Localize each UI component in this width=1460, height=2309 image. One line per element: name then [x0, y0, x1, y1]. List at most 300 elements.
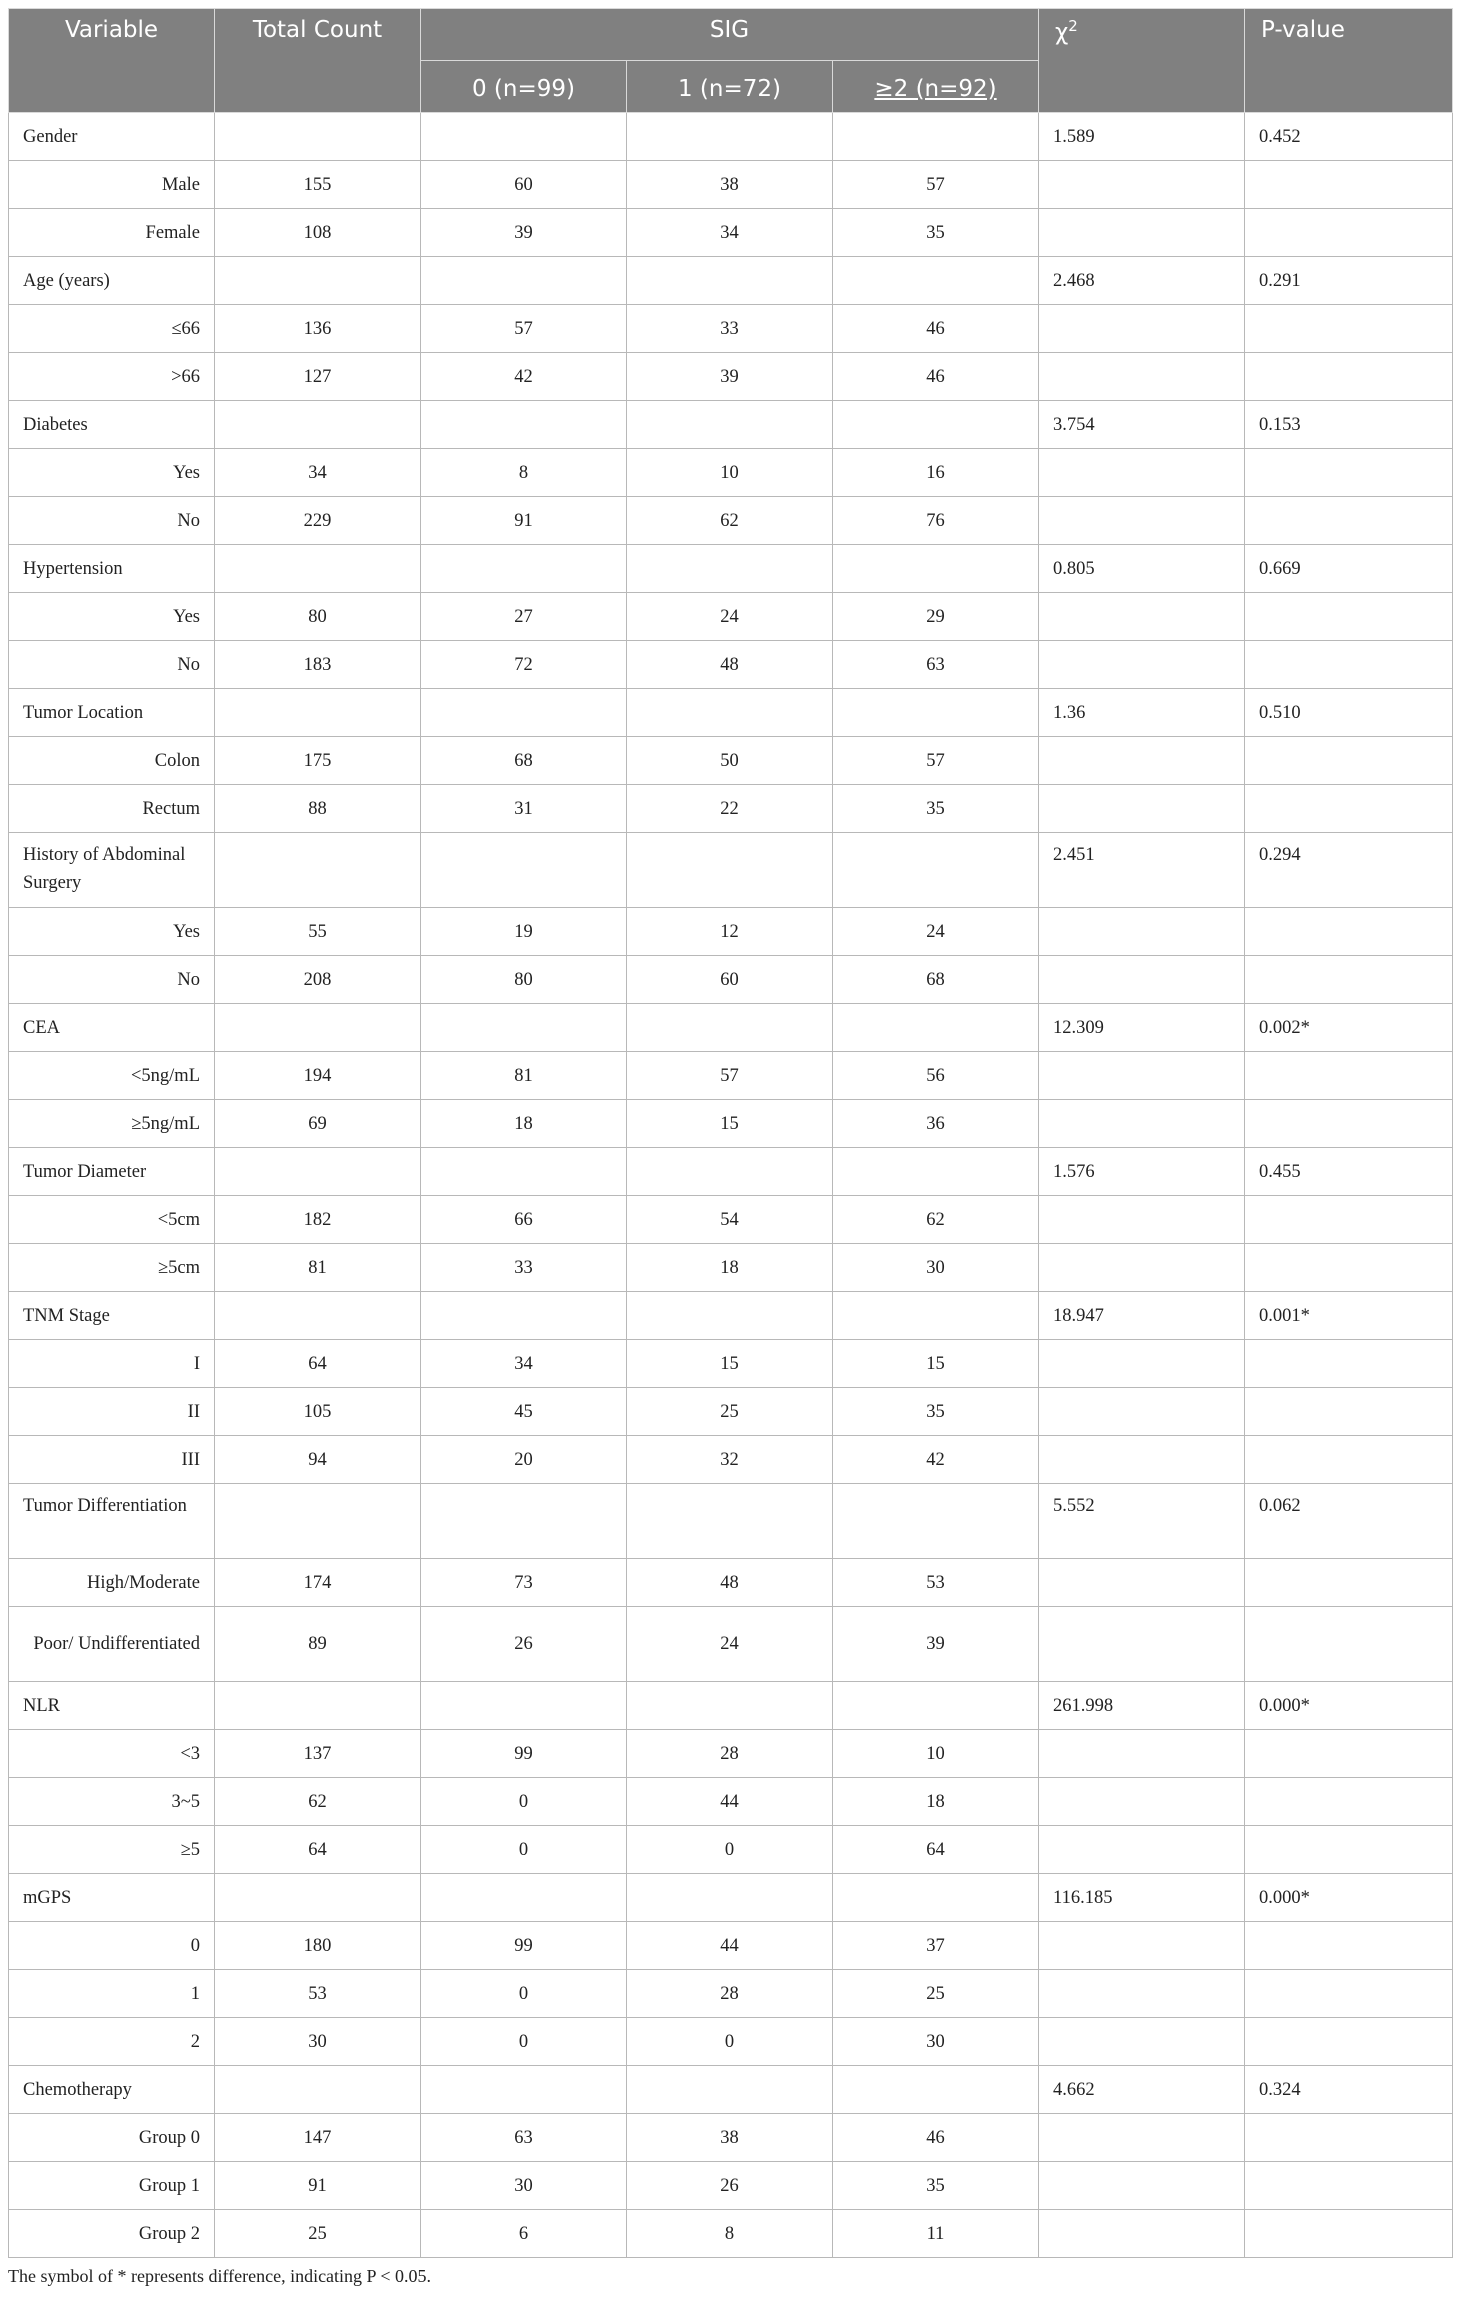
table-footnote: The symbol of * represents difference, indicating P < 0.05.	[8, 2266, 432, 2286]
table-row-variable	[9, 545, 1453, 593]
empty-cell	[627, 1292, 833, 1340]
sig-1-cell: 44	[627, 1922, 833, 1970]
table-container	[8, 8, 1452, 2287]
empty-cell	[627, 833, 833, 908]
sig-1-cell: 39	[627, 353, 833, 401]
empty-cell	[627, 257, 833, 305]
empty-cell	[1039, 785, 1245, 833]
empty-cell	[1039, 2018, 1245, 2066]
level-label: ≥5	[9, 1826, 215, 1874]
sig-2-cell: 24	[833, 908, 1039, 956]
p-value: 0.000*	[1245, 1874, 1453, 1922]
empty-cell	[833, 1148, 1039, 1196]
sig-1-cell: 8	[627, 2210, 833, 2258]
empty-cell	[1245, 1100, 1453, 1148]
table-row-variable	[9, 401, 1453, 449]
empty-cell	[1245, 908, 1453, 956]
sig-0-cell: 68	[421, 737, 627, 785]
sig-0-cell: 72	[421, 641, 627, 689]
header-p-value: P-value	[1245, 9, 1453, 113]
sig-0-cell: 45	[421, 1388, 627, 1436]
sig-0-cell: 8	[421, 449, 627, 497]
empty-cell	[1245, 1196, 1453, 1244]
empty-cell	[833, 2066, 1039, 2114]
header-sig: SIG	[421, 9, 1039, 61]
empty-cell	[1245, 1730, 1453, 1778]
sig-1-cell: 22	[627, 785, 833, 833]
empty-cell	[421, 1004, 627, 1052]
empty-cell	[1039, 2162, 1245, 2210]
empty-cell	[1039, 1388, 1245, 1436]
level-label: High/Moderate	[9, 1559, 215, 1607]
table-row-variable	[9, 2066, 1453, 2114]
table-header	[9, 9, 1453, 113]
total-count-cell: 182	[215, 1196, 421, 1244]
empty-cell	[1245, 1826, 1453, 1874]
empty-cell	[1039, 1100, 1245, 1148]
total-count-cell: 30	[215, 2018, 421, 2066]
table-row-variable	[9, 1874, 1453, 1922]
total-count-cell: 174	[215, 1559, 421, 1607]
total-count-cell: 34	[215, 449, 421, 497]
header-variable: Variable	[9, 9, 215, 113]
empty-cell	[215, 1484, 421, 1559]
table-row-level	[9, 1436, 1453, 1484]
sig-0-cell: 39	[421, 209, 627, 257]
table-row-level	[9, 1388, 1453, 1436]
level-label: Group 0	[9, 2114, 215, 2162]
table-row-level	[9, 353, 1453, 401]
p-value: 0.153	[1245, 401, 1453, 449]
sig-0-cell: 80	[421, 956, 627, 1004]
empty-cell	[215, 2066, 421, 2114]
sig-0-cell: 0	[421, 1778, 627, 1826]
table-row-variable	[9, 1004, 1453, 1052]
sig-2-cell: 35	[833, 785, 1039, 833]
chi-square-value: 116.185	[1039, 1874, 1245, 1922]
empty-cell	[1039, 209, 1245, 257]
empty-cell	[215, 1148, 421, 1196]
empty-cell	[627, 401, 833, 449]
sig-2-cell: 46	[833, 2114, 1039, 2162]
empty-cell	[215, 401, 421, 449]
empty-cell	[627, 1874, 833, 1922]
empty-cell	[1245, 2114, 1453, 2162]
level-label: Male	[9, 161, 215, 209]
total-count-cell: 80	[215, 593, 421, 641]
empty-cell	[215, 1874, 421, 1922]
empty-cell	[627, 1148, 833, 1196]
empty-cell	[1039, 1340, 1245, 1388]
empty-cell	[627, 1682, 833, 1730]
empty-cell	[1039, 593, 1245, 641]
sig-0-cell: 66	[421, 1196, 627, 1244]
sig-2-cell: 46	[833, 353, 1039, 401]
total-count-cell: 91	[215, 2162, 421, 2210]
variable-name: CEA	[9, 1004, 215, 1052]
sig-0-cell: 99	[421, 1922, 627, 1970]
empty-cell	[833, 1874, 1039, 1922]
empty-cell	[1039, 2210, 1245, 2258]
sig-2-cell: 30	[833, 1244, 1039, 1292]
sig-0-cell: 31	[421, 785, 627, 833]
total-count-cell: 53	[215, 1970, 421, 2018]
p-value: 0.455	[1245, 1148, 1453, 1196]
table-row-level	[9, 1100, 1453, 1148]
level-label: ≥5cm	[9, 1244, 215, 1292]
empty-cell	[627, 2066, 833, 2114]
empty-cell	[1039, 1052, 1245, 1100]
empty-cell	[1245, 305, 1453, 353]
total-count-cell: 194	[215, 1052, 421, 1100]
p-value: 0.002*	[1245, 1004, 1453, 1052]
empty-cell	[833, 401, 1039, 449]
p-value: 0.062	[1245, 1484, 1453, 1559]
sig-0-cell: 34	[421, 1340, 627, 1388]
header-sig-2-label: ≥2 (n=92)	[874, 75, 997, 102]
empty-cell	[1039, 1607, 1245, 1682]
empty-cell	[833, 689, 1039, 737]
sig-1-cell: 15	[627, 1340, 833, 1388]
total-count-cell: 55	[215, 908, 421, 956]
level-label: No	[9, 641, 215, 689]
table-row-variable	[9, 833, 1453, 908]
table-row-level	[9, 908, 1453, 956]
table-row-level	[9, 2114, 1453, 2162]
table-row-level	[9, 161, 1453, 209]
sig-2-cell: 53	[833, 1559, 1039, 1607]
sig-2-cell: 56	[833, 1052, 1039, 1100]
empty-cell	[421, 1484, 627, 1559]
empty-cell	[1245, 449, 1453, 497]
sig-2-cell: 37	[833, 1922, 1039, 1970]
empty-cell	[215, 1004, 421, 1052]
sig-1-cell: 50	[627, 737, 833, 785]
chi-symbol: χ	[1055, 19, 1069, 46]
sig-2-cell: 36	[833, 1100, 1039, 1148]
header-chi-square	[1039, 9, 1245, 113]
sig-0-cell: 0	[421, 2018, 627, 2066]
empty-cell	[1039, 1436, 1245, 1484]
sig-2-cell: 35	[833, 209, 1039, 257]
empty-cell	[215, 113, 421, 161]
empty-cell	[421, 1148, 627, 1196]
total-count-cell: 89	[215, 1607, 421, 1682]
empty-cell	[421, 2066, 627, 2114]
table-row-level	[9, 449, 1453, 497]
level-label: <5cm	[9, 1196, 215, 1244]
empty-cell	[1039, 161, 1245, 209]
empty-cell	[627, 113, 833, 161]
empty-cell	[1245, 1340, 1453, 1388]
empty-cell	[833, 257, 1039, 305]
level-label: Female	[9, 209, 215, 257]
sig-0-cell: 81	[421, 1052, 627, 1100]
sig-1-cell: 28	[627, 1730, 833, 1778]
empty-cell	[421, 113, 627, 161]
empty-cell	[1245, 737, 1453, 785]
empty-cell	[1039, 1778, 1245, 1826]
empty-cell	[1039, 449, 1245, 497]
sig-1-cell: 33	[627, 305, 833, 353]
sig-2-cell: 11	[833, 2210, 1039, 2258]
variable-name: Gender	[9, 113, 215, 161]
total-count-cell: 137	[215, 1730, 421, 1778]
sig-2-cell: 16	[833, 449, 1039, 497]
chi-square-value: 4.662	[1039, 2066, 1245, 2114]
level-label: II	[9, 1388, 215, 1436]
p-value: 0.000*	[1245, 1682, 1453, 1730]
table-row-level	[9, 1559, 1453, 1607]
table-row-level	[9, 209, 1453, 257]
header-sig-0: 0 (n=99)	[421, 61, 627, 113]
level-label: <5ng/mL	[9, 1052, 215, 1100]
p-value: 0.510	[1245, 689, 1453, 737]
sig-0-cell: 63	[421, 2114, 627, 2162]
table-row-level	[9, 2210, 1453, 2258]
empty-cell	[1039, 1826, 1245, 1874]
chi-square-value: 1.576	[1039, 1148, 1245, 1196]
total-count-cell: 180	[215, 1922, 421, 1970]
empty-cell	[1039, 908, 1245, 956]
total-count-cell: 108	[215, 209, 421, 257]
level-label: >66	[9, 353, 215, 401]
empty-cell	[833, 1682, 1039, 1730]
sig-2-cell: 10	[833, 1730, 1039, 1778]
empty-cell	[1039, 1922, 1245, 1970]
empty-cell	[1245, 593, 1453, 641]
p-value: 0.291	[1245, 257, 1453, 305]
empty-cell	[421, 1682, 627, 1730]
empty-cell	[1039, 1244, 1245, 1292]
total-count-cell: 94	[215, 1436, 421, 1484]
p-value: 0.452	[1245, 113, 1453, 161]
level-label: Rectum	[9, 785, 215, 833]
empty-cell	[1039, 497, 1245, 545]
total-count-cell: 62	[215, 1778, 421, 1826]
sig-0-cell: 99	[421, 1730, 627, 1778]
total-count-cell: 64	[215, 1826, 421, 1874]
sig-1-cell: 32	[627, 1436, 833, 1484]
level-label: ≤66	[9, 305, 215, 353]
empty-cell	[215, 257, 421, 305]
level-label: 3~5	[9, 1778, 215, 1826]
sig-2-cell: 18	[833, 1778, 1039, 1826]
empty-cell	[215, 1292, 421, 1340]
empty-cell	[627, 545, 833, 593]
total-count-cell: 105	[215, 1388, 421, 1436]
sig-1-cell: 15	[627, 1100, 833, 1148]
empty-cell	[627, 689, 833, 737]
empty-cell	[1039, 1970, 1245, 2018]
sig-0-cell: 20	[421, 1436, 627, 1484]
empty-cell	[421, 833, 627, 908]
chi-square-value: 261.998	[1039, 1682, 1245, 1730]
table-row-level	[9, 737, 1453, 785]
variable-name: NLR	[9, 1682, 215, 1730]
empty-cell	[1039, 641, 1245, 689]
sig-2-cell: 39	[833, 1607, 1039, 1682]
level-label: No	[9, 497, 215, 545]
empty-cell	[421, 689, 627, 737]
total-count-cell: 229	[215, 497, 421, 545]
total-count-cell: 64	[215, 1340, 421, 1388]
sig-2-cell: 62	[833, 1196, 1039, 1244]
empty-cell	[1245, 2210, 1453, 2258]
empty-cell	[1245, 1922, 1453, 1970]
sig-0-cell: 6	[421, 2210, 627, 2258]
sig-1-cell: 24	[627, 593, 833, 641]
table-body	[9, 113, 1453, 2258]
table-row-variable	[9, 257, 1453, 305]
variable-name: Diabetes	[9, 401, 215, 449]
total-count-cell: 127	[215, 353, 421, 401]
empty-cell	[1245, 1970, 1453, 2018]
variable-name: Tumor Differentiation	[9, 1484, 215, 1559]
level-label: Yes	[9, 908, 215, 956]
sig-1-cell: 60	[627, 956, 833, 1004]
empty-cell	[1245, 1244, 1453, 1292]
empty-cell	[1245, 1436, 1453, 1484]
total-count-cell: 88	[215, 785, 421, 833]
sig-0-cell: 30	[421, 2162, 627, 2210]
table-row-level	[9, 1730, 1453, 1778]
table-row-level	[9, 641, 1453, 689]
header-sig-2	[833, 61, 1039, 113]
sig-0-cell: 42	[421, 353, 627, 401]
sig-1-cell: 0	[627, 1826, 833, 1874]
chi-square-value: 2.468	[1039, 257, 1245, 305]
sig-0-cell: 18	[421, 1100, 627, 1148]
total-count-cell: 208	[215, 956, 421, 1004]
sig-1-cell: 54	[627, 1196, 833, 1244]
header-sig-1: 1 (n=72)	[627, 61, 833, 113]
sig-0-cell: 33	[421, 1244, 627, 1292]
sig-0-cell: 91	[421, 497, 627, 545]
p-value: 0.294	[1245, 833, 1453, 908]
chi-square-value: 0.805	[1039, 545, 1245, 593]
table-row-level	[9, 2162, 1453, 2210]
empty-cell	[1039, 737, 1245, 785]
total-count-cell: 175	[215, 737, 421, 785]
empty-cell	[627, 1484, 833, 1559]
empty-cell	[215, 833, 421, 908]
level-label: Yes	[9, 449, 215, 497]
variable-name: Chemotherapy	[9, 2066, 215, 2114]
p-value: 0.669	[1245, 545, 1453, 593]
level-label: 1	[9, 1970, 215, 2018]
sig-1-cell: 62	[627, 497, 833, 545]
table-row-level	[9, 1922, 1453, 1970]
total-count-cell: 25	[215, 2210, 421, 2258]
total-count-cell: 69	[215, 1100, 421, 1148]
header-total-count: Total Count	[215, 9, 421, 113]
sig-1-cell: 25	[627, 1388, 833, 1436]
table-row-variable	[9, 689, 1453, 737]
total-count-cell: 147	[215, 2114, 421, 2162]
p-value: 0.001*	[1245, 1292, 1453, 1340]
empty-cell	[421, 401, 627, 449]
sig-2-cell: 42	[833, 1436, 1039, 1484]
sig-2-cell: 35	[833, 1388, 1039, 1436]
level-label: No	[9, 956, 215, 1004]
empty-cell	[215, 1682, 421, 1730]
sig-1-cell: 57	[627, 1052, 833, 1100]
table-row-level	[9, 593, 1453, 641]
sig-1-cell: 48	[627, 1559, 833, 1607]
empty-cell	[421, 1292, 627, 1340]
sig-0-cell: 19	[421, 908, 627, 956]
variable-name: Tumor Diameter	[9, 1148, 215, 1196]
chi-superscript: 2	[1068, 17, 1078, 35]
empty-cell	[1039, 1196, 1245, 1244]
empty-cell	[1039, 353, 1245, 401]
table-row-variable	[9, 113, 1453, 161]
sig-characteristics-table	[8, 8, 1453, 2258]
sig-2-cell: 30	[833, 2018, 1039, 2066]
table-row-level	[9, 1607, 1453, 1682]
chi-square-value: 5.552	[1039, 1484, 1245, 1559]
empty-cell	[1245, 497, 1453, 545]
variable-name: Hypertension	[9, 545, 215, 593]
table-row-level	[9, 497, 1453, 545]
level-label: Group 1	[9, 2162, 215, 2210]
sig-1-cell: 10	[627, 449, 833, 497]
table-row-level	[9, 305, 1453, 353]
level-label: I	[9, 1340, 215, 1388]
empty-cell	[833, 1484, 1039, 1559]
empty-cell	[1245, 1388, 1453, 1436]
sig-1-cell: 44	[627, 1778, 833, 1826]
sig-2-cell: 76	[833, 497, 1039, 545]
level-label: Yes	[9, 593, 215, 641]
empty-cell	[1245, 1778, 1453, 1826]
empty-cell	[1245, 1559, 1453, 1607]
empty-cell	[421, 545, 627, 593]
variable-name: Age (years)	[9, 257, 215, 305]
empty-cell	[1245, 1052, 1453, 1100]
level-label: Group 2	[9, 2210, 215, 2258]
variable-name: TNM Stage	[9, 1292, 215, 1340]
empty-cell	[215, 689, 421, 737]
empty-cell	[421, 1874, 627, 1922]
table-row-level	[9, 1052, 1453, 1100]
total-count-cell: 155	[215, 161, 421, 209]
empty-cell	[215, 545, 421, 593]
p-value: 0.324	[1245, 2066, 1453, 2114]
sig-1-cell: 12	[627, 908, 833, 956]
sig-0-cell: 60	[421, 161, 627, 209]
sig-0-cell: 0	[421, 1826, 627, 1874]
empty-cell	[1039, 956, 1245, 1004]
total-count-cell: 183	[215, 641, 421, 689]
empty-cell	[833, 1004, 1039, 1052]
sig-2-cell: 15	[833, 1340, 1039, 1388]
chi-square-value: 2.451	[1039, 833, 1245, 908]
sig-1-cell: 38	[627, 161, 833, 209]
table-row-level	[9, 1970, 1453, 2018]
chi-square-value: 3.754	[1039, 401, 1245, 449]
chi-square-value: 1.36	[1039, 689, 1245, 737]
sig-1-cell: 34	[627, 209, 833, 257]
table-row-variable	[9, 1484, 1453, 1559]
sig-1-cell: 26	[627, 2162, 833, 2210]
table-row-level	[9, 2018, 1453, 2066]
empty-cell	[1245, 2018, 1453, 2066]
sig-0-cell: 27	[421, 593, 627, 641]
empty-cell	[1039, 305, 1245, 353]
sig-1-cell: 24	[627, 1607, 833, 1682]
